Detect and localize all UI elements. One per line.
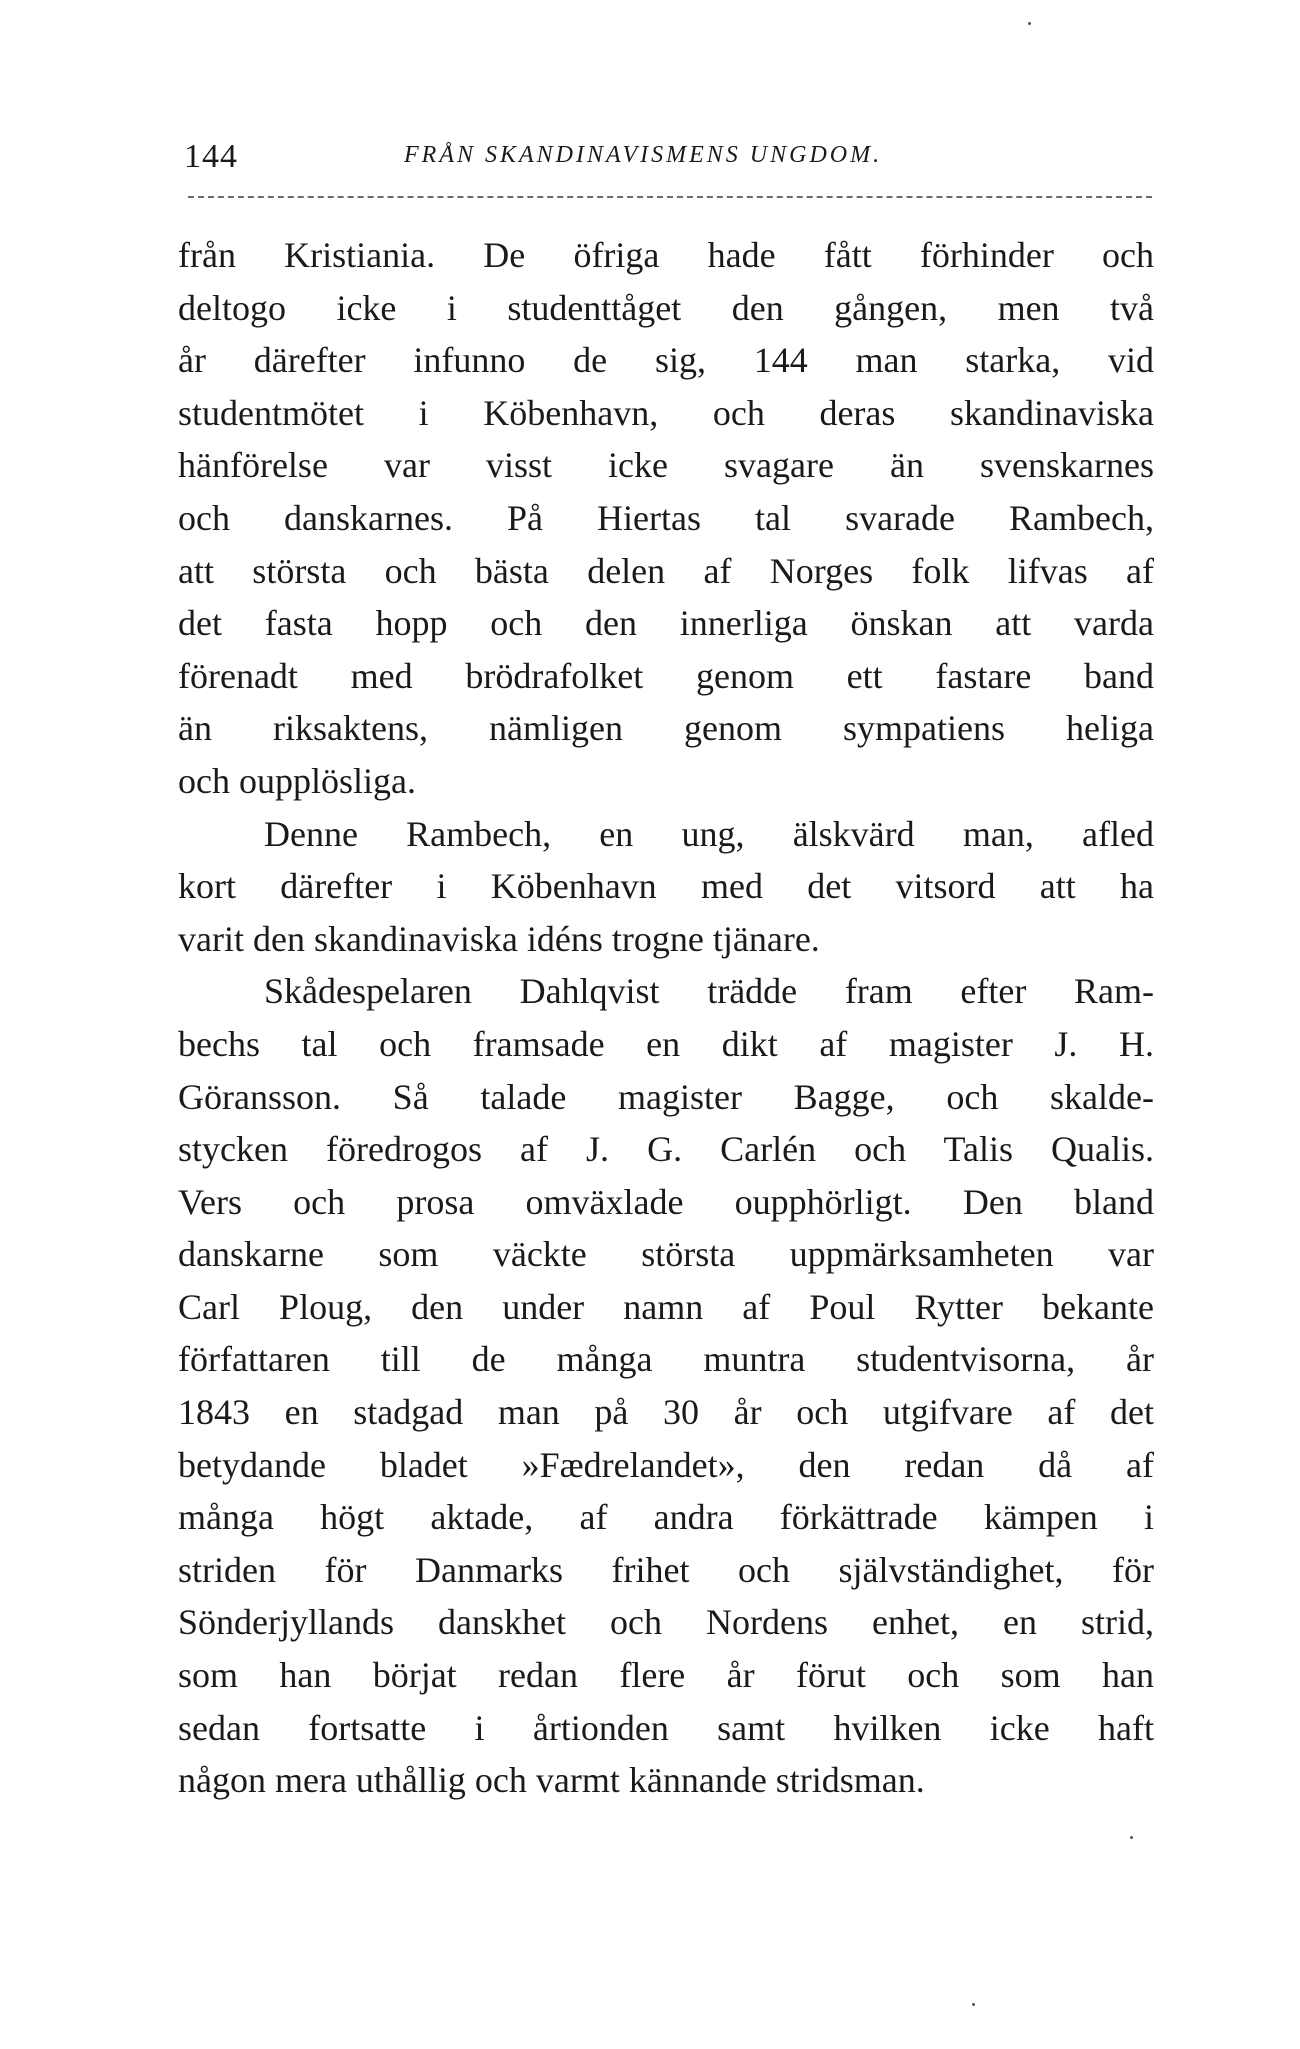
paper-speck	[1130, 1836, 1133, 1839]
paper-speck	[1028, 22, 1031, 25]
text-line: många högt aktade, af andra förkättrade kämpen i	[178, 1497, 1154, 1538]
text-line: bechs tal och framsade en dikt af magister J. H.	[178, 1023, 1154, 1064]
text-line: 1843 en stadgad man på 30 år och utgifvare af det	[178, 1392, 1154, 1433]
text-line: någon mera uthållig och varmt kännande stridsman.	[178, 1760, 925, 1801]
text-line: Vers och prosa omväxlade oupphörligt. Den bland	[178, 1181, 1154, 1222]
text-line: år därefter infunno de sig, 144 man starka, vid	[178, 340, 1154, 381]
text-line: kort därefter i Köbenhavn med det vitsord att ha	[178, 866, 1154, 907]
text-line: deltogo icke i studenttåget den gången, men två	[178, 287, 1154, 328]
text-line: Göransson. Så talade magister Bagge, och skalde-	[178, 1076, 1154, 1117]
text-line: betydande bladet »Fædrelandet», den redan då af	[178, 1444, 1154, 1485]
text-line: danskarne som väckte största uppmärksamheten var	[178, 1234, 1154, 1275]
body-text	[178, 229, 1154, 1807]
text-line: varit den skandinaviska idéns trogne tjänare.	[178, 918, 820, 959]
text-line: sedan fortsatte i årtionden samt hvilken icke haft	[178, 1707, 1154, 1748]
text-line: förenadt med brödrafolket genom ett fastare band	[178, 655, 1154, 696]
header-rule	[188, 196, 1152, 198]
text-line: och danskarnes. På Hiertas tal svarade Rambech,	[178, 497, 1154, 538]
text-line: Skådespelaren Dahlqvist trädde fram efter Ram-	[264, 971, 1154, 1012]
paper-speck	[972, 2003, 975, 2006]
text-line: som han börjat redan flere år förut och som han	[178, 1655, 1154, 1696]
text-line: att största och bästa delen af Norges folk lifvas af	[178, 550, 1154, 591]
text-line: än riksaktens, nämligen genom sympatiens heliga	[178, 708, 1154, 749]
text-line: Carl Ploug, den under namn af Poul Rytter bekante	[178, 1286, 1154, 1327]
text-line: stycken föredrogos af J. G. Carlén och Talis Qualis.	[178, 1129, 1154, 1170]
text-line: Denne Rambech, en ung, älskvärd man, afled	[264, 813, 1154, 854]
text-line: från Kristiania. De öfriga hade fått förhinder och	[178, 235, 1154, 275]
text-line: Sönderjyllands danskhet och Nordens enhet, en strid,	[178, 1602, 1154, 1643]
page-number: 144	[184, 138, 238, 175]
running-title: FRÅN SKANDINAVISMENS UNGDOM.	[404, 142, 883, 168]
text-line: författaren till de många muntra studentvisorna, år	[178, 1339, 1154, 1380]
text-line: hänförelse var visst icke svagare än svenskarnes	[178, 445, 1154, 486]
text-line: striden för Danmarks frihet och självständighet, för	[178, 1549, 1154, 1590]
text-line: och oupplösliga.	[178, 760, 416, 801]
running-head	[184, 138, 1154, 186]
text-line: det fasta hopp och den innerliga önskan att varda	[178, 603, 1154, 644]
text-line: studentmötet i Köbenhavn, och deras skandinaviska	[178, 392, 1154, 433]
